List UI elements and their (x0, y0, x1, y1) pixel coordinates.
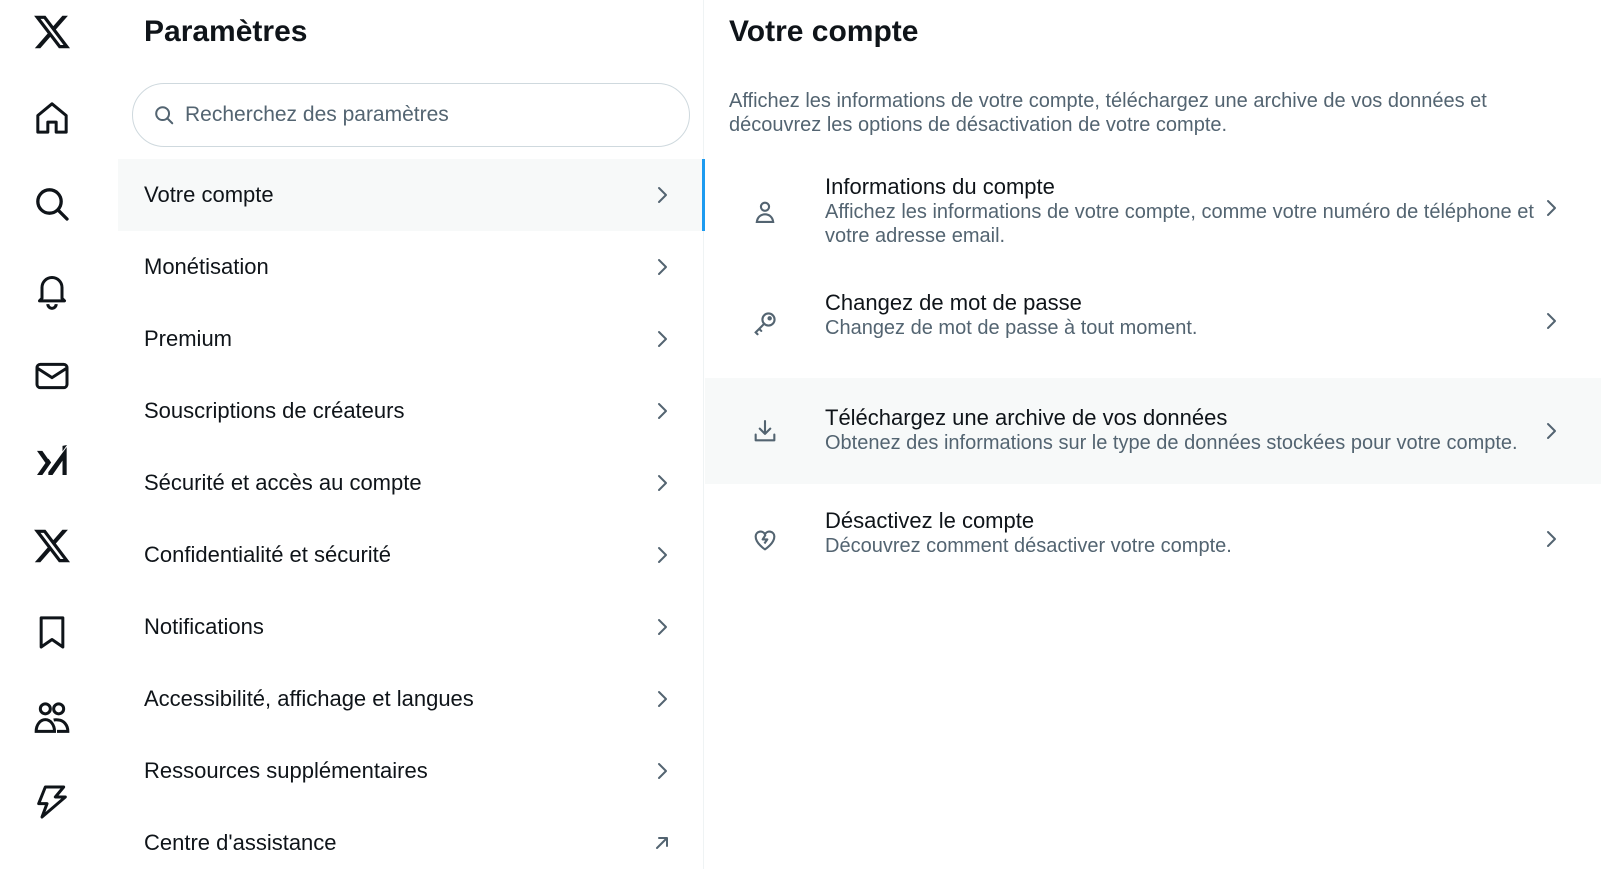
settings-item-ressources[interactable] (118, 735, 704, 807)
external-link-icon (650, 831, 674, 855)
chevron-right-icon (650, 327, 674, 351)
option-sublabel: Découvrez comment désactiver votre compte. (825, 535, 1232, 557)
settings-item-premium[interactable] (118, 303, 704, 375)
option-sublabel: Changez de mot de passe à tout moment. (825, 317, 1198, 339)
option-sublabel: Affichez les informations de votre compte, comme votre numéro de téléphone et votre adresse email. (825, 201, 1534, 247)
key-icon (751, 309, 779, 337)
chevron-right-icon (650, 255, 674, 279)
settings-item-label: Confidentialité et sécurité (144, 542, 392, 567)
x-logo-icon[interactable] (30, 10, 74, 54)
option-text (825, 290, 1545, 340)
chevron-right-icon (650, 471, 674, 495)
option-sublabel: Obtenez des informations sur le type de données stockées pour votre compte. (825, 432, 1518, 454)
settings-item-label: Monétisation (144, 254, 269, 279)
chevron-right-icon (650, 687, 674, 711)
person-icon (751, 198, 779, 226)
settings-item-label: Ressources supplémentaires (144, 758, 428, 783)
chevron-right-icon (650, 543, 674, 567)
settings-item-centre-assistance[interactable] (118, 807, 704, 869)
settings-column (118, 0, 704, 869)
settings-title: Paramètres (144, 15, 308, 48)
option-label: Informations du compte (825, 174, 1055, 199)
premium-icon[interactable] (30, 524, 74, 568)
search-input[interactable] (185, 103, 665, 127)
option-desactiver-compte[interactable] (705, 494, 1601, 590)
notifications-icon[interactable] (30, 268, 74, 312)
settings-item-label: Souscriptions de créateurs (144, 398, 405, 423)
option-label: Téléchargez une archive de vos données (825, 405, 1228, 430)
option-text (825, 508, 1545, 558)
verified-orgs-icon[interactable] (30, 780, 74, 824)
settings-item-label: Centre d'assistance (144, 830, 337, 855)
settings-item-confidentialite[interactable] (118, 519, 704, 591)
chevron-right-icon (650, 615, 674, 639)
home-icon[interactable] (30, 96, 74, 140)
settings-item-label: Votre compte (144, 182, 274, 207)
page-title: Votre compte (729, 15, 919, 48)
chevron-right-icon (1539, 419, 1563, 443)
option-text (825, 405, 1545, 455)
settings-item-accessibilite[interactable] (118, 663, 704, 735)
bookmarks-icon[interactable] (30, 610, 74, 654)
settings-item-label: Sécurité et accès au compte (144, 470, 422, 495)
chevron-right-icon (650, 759, 674, 783)
settings-item-notifications[interactable] (118, 591, 704, 663)
chevron-right-icon (1539, 196, 1563, 220)
explore-icon[interactable] (30, 182, 74, 226)
settings-search[interactable] (132, 83, 690, 147)
chevron-right-icon (1539, 309, 1563, 333)
page-description: Affichez les informations de votre compte, téléchargez une archive de vos données et découvrez les options de désactivation de votre compte. (729, 90, 1487, 136)
chevron-right-icon (650, 183, 674, 207)
messages-icon[interactable] (30, 354, 74, 398)
download-icon (751, 417, 779, 445)
grok-icon[interactable] (30, 438, 74, 482)
settings-item-souscriptions[interactable] (118, 375, 704, 447)
option-label: Désactivez le compte (825, 508, 1035, 533)
primary-nav-rail (0, 0, 117, 869)
settings-item-label: Premium (144, 326, 233, 351)
detail-column (705, 0, 1601, 869)
broken-heart-icon (751, 526, 779, 554)
settings-item-monetisation[interactable] (118, 231, 704, 303)
search-icon (153, 104, 175, 126)
option-text (825, 174, 1545, 248)
option-label: Changez de mot de passe (825, 290, 1082, 315)
settings-menu (118, 159, 704, 869)
communities-icon[interactable] (30, 696, 74, 740)
option-informations-compte[interactable] (705, 160, 1601, 266)
chevron-right-icon (1539, 527, 1563, 551)
settings-item-label: Accessibilité, affichage et langues (144, 686, 474, 711)
settings-item-votre-compte[interactable] (118, 159, 704, 231)
option-archive-donnees[interactable] (705, 378, 1601, 484)
chevron-right-icon (650, 399, 674, 423)
option-mot-de-passe[interactable] (705, 276, 1601, 370)
settings-item-label: Notifications (144, 614, 264, 639)
settings-item-securite-acces[interactable] (118, 447, 704, 519)
